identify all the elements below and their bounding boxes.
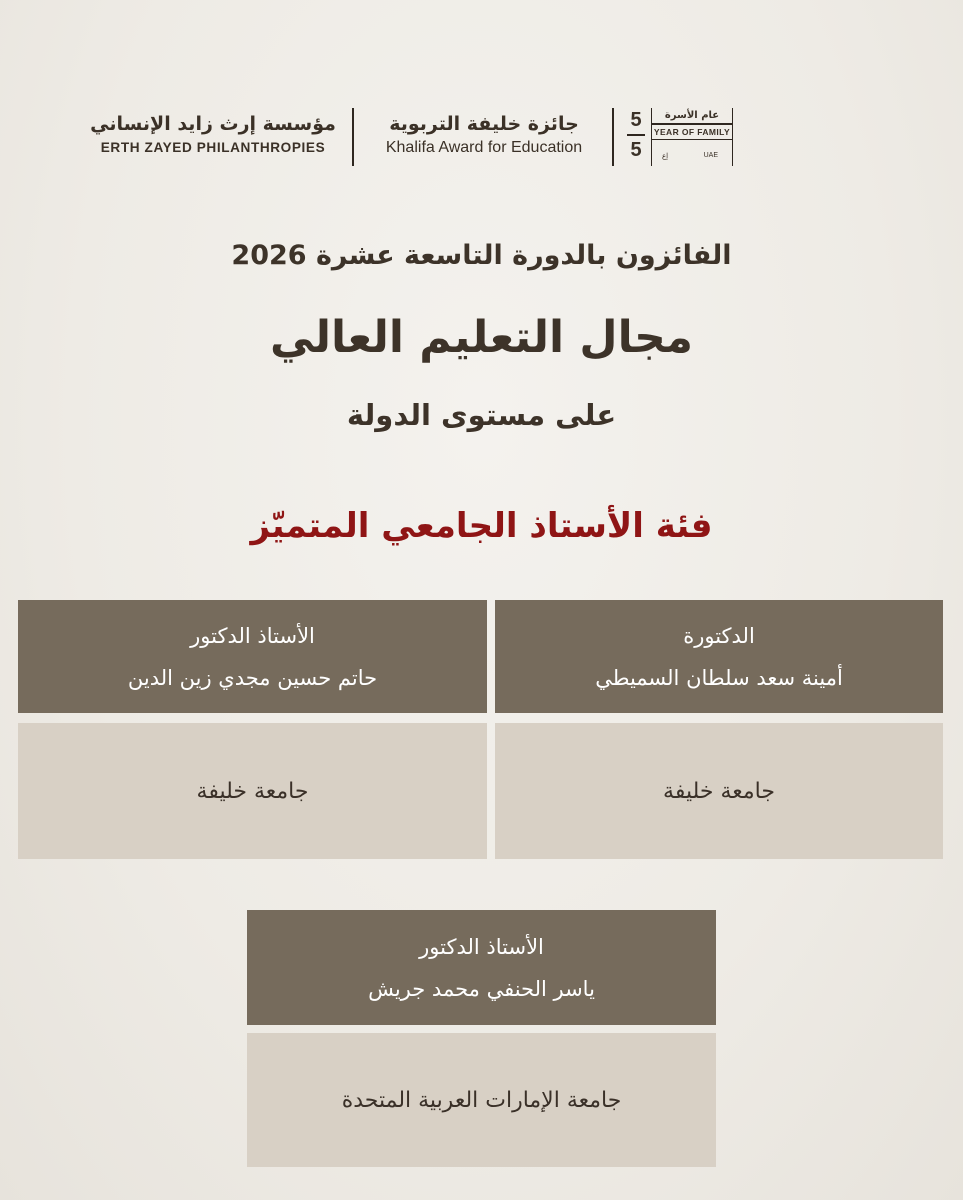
year-of-family-footer	[652, 142, 732, 160]
year-of-family-english: YEAR OF FAMILY	[653, 126, 731, 137]
year-of-family-logo	[651, 108, 733, 166]
fifty-five-bar	[627, 134, 645, 136]
winner-card-body	[495, 723, 943, 859]
winner-university: جامعة خليفة	[196, 778, 309, 804]
khalifa-award-logo	[364, 112, 604, 157]
year-of-family-rule	[652, 123, 732, 125]
winner-university: جامعة خليفة	[663, 778, 775, 804]
winner-name: أمينة سعد سلطان السميطي	[595, 665, 843, 690]
winner-card	[495, 600, 943, 859]
field-title: مجال التعليم العالي	[269, 312, 694, 363]
winner-name: حاتم حسين مجدي زين الدين	[127, 665, 378, 690]
year-of-family-foot-right: UAE	[703, 152, 718, 159]
winner-card-header	[247, 910, 716, 1025]
winner-card-header	[18, 600, 487, 713]
winner-card-header	[495, 600, 943, 713]
level-subtitle: على مستوى الدولة	[346, 398, 617, 432]
winner-card	[18, 600, 487, 859]
logo-divider	[612, 108, 614, 166]
erth-zayed-logo	[82, 112, 344, 155]
category-title: فئة الأستاذ الجامعي المتميّز	[250, 506, 713, 546]
year-of-family-foot-left: ﺇﻉ	[662, 153, 669, 160]
khalifa-award-arabic: جائزة خليفة التربوية	[389, 113, 579, 135]
winner-name: ياسر الحنفي محمد جريش	[368, 976, 595, 1001]
winner-title: الدكتورة	[683, 623, 755, 648]
winner-card-body	[247, 1033, 716, 1167]
fifty-five-top: 5	[630, 109, 642, 131]
winners-heading: الفائزون بالدورة التاسعة عشرة 2026	[231, 240, 732, 271]
winner-title: الأستاذ الدكتور	[190, 623, 315, 648]
year-of-family-arabic: عام الأسرة	[664, 110, 720, 121]
winner-card-body	[18, 723, 487, 859]
winner-university: جامعة الإمارات العربية المتحدة	[341, 1087, 622, 1113]
header-logos	[82, 108, 734, 168]
erth-zayed-arabic: مؤسسة إرث زايد الإنساني	[90, 113, 336, 135]
winner-title: الأستاذ الدكتور	[419, 934, 544, 959]
logo-divider	[352, 108, 354, 166]
winner-card	[247, 910, 716, 1167]
year-of-family-rule	[652, 139, 732, 141]
fifty-five-mark	[627, 108, 645, 162]
fifty-five-bottom: 5	[630, 139, 642, 161]
erth-zayed-english: ERTH ZAYED PHILANTHROPIES	[100, 140, 326, 155]
khalifa-award-english: Khalifa Award for Education	[385, 139, 583, 156]
